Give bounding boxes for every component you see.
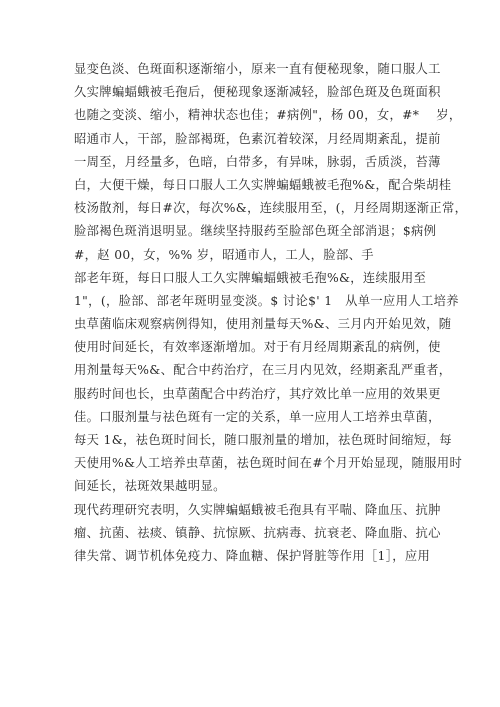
text-line: 显变色淡、色斑面积逐渐缩小，原来一直有便秘现象，随口服人工 xyxy=(74,62,441,76)
text-line: 部老年斑，每日口服人工久实牌蝙蝠蛾被毛孢%&，连续服用至 xyxy=(74,270,427,285)
text-line: 服药时间也长，虫草菌配合中药治疗，其疗效比单一应用的效果更 xyxy=(74,386,441,401)
text-line: 白，大便干燥，每日口服人工久实牌蝙蝠蛾被毛孢%&，配合柴胡桂 xyxy=(74,177,452,192)
body-text xyxy=(74,58,468,568)
text-line: 每天 1&，祛色斑时间长，随口服剂量的增加，祛色斑时间缩短，每 xyxy=(74,433,452,447)
text-line: 佳。口服剂量与祛色斑有一定的关系，单一应用人工培养虫草菌， xyxy=(74,409,441,424)
text-line: 1"，(，脸部、部老年斑明显变淡。$ 讨论$' 1 从单一应用人工培养 xyxy=(74,293,459,308)
text-line: 间延长，祛斑效果越明显。 xyxy=(74,479,226,494)
text-line: 用剂量每天%&、配合中药治疗，在三月内见效，经期紊乱严重者， xyxy=(74,363,452,378)
text-line: 枝汤散剂，每日#次，每次%&，连续服用至，(，月经周期逐渐正常， xyxy=(74,201,468,216)
text-line: 天使用%&人工培养虫草菌，祛色斑时间在#个月开始显现，随服用时 xyxy=(74,456,463,471)
text-line: 虫草菌临床观察病例得知，使用剂量每天%&、三月内开始见效，随 xyxy=(74,317,452,332)
text-line: 一周至，月经量多，色暗，白带多，有异味，脉弱，舌质淡，苔薄 xyxy=(74,154,441,169)
text-line: 瘤、抗菌、祛痰、镇静、抗惊厥、抗病毒、抗衰老、降血脂、抗心 xyxy=(74,525,441,540)
text-line: 昭通市人，干部，脸部褐斑，色素沉着较深，月经周期紊乱，提前 xyxy=(74,131,441,146)
text-line: 现代药理研究表明，久实牌蝙蝠蛾被毛孢具有平喘、降血压、抗肿 xyxy=(74,502,441,517)
text-line: #，赵 00，女，%% 岁，昭通市人，工人，脸部、手 xyxy=(74,247,374,262)
text-line: 也随之变淡、缩小，精神状态也佳；#病例"，杨 00，女，#* 岁， xyxy=(74,108,462,123)
text-line: 久实牌蝙蝠蛾被毛孢后，便秘现象逐渐减轻，脸部色斑及色斑面积 xyxy=(74,85,441,100)
text-line: 使用时间延长，有效率逐渐增加。对于有月经周期紊乱的病例，使 xyxy=(74,340,441,355)
text-line: 律失常、调节机体免疫力、降血糖、保护肾脏等作用［1］，应用 xyxy=(74,548,431,563)
text-line: 脸部褐色斑消退明显。继续坚持服药至脸部色斑全部消退；$病例 xyxy=(74,224,437,239)
